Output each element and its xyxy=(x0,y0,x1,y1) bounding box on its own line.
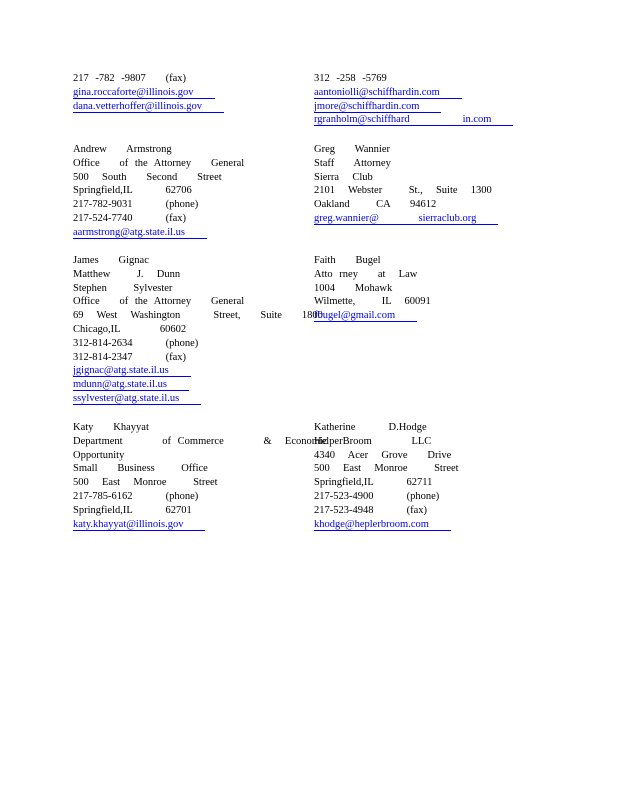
contact-block-2 xyxy=(73,143,308,240)
contact-line: 500 South Second Street xyxy=(73,171,222,183)
email-link[interactable]: jmore@schiffhardin.com xyxy=(314,100,549,114)
contact-line: Office of the Attorney General xyxy=(73,157,245,169)
contact-block-3 xyxy=(73,254,323,406)
contact-line: 1004 Mohawk xyxy=(314,282,393,294)
email-link[interactable]: fbugel@gmail.com xyxy=(314,309,549,323)
contact-line: Springfield,IL 62701 xyxy=(73,504,192,516)
contact-block-1 xyxy=(73,72,308,113)
contact-line: 217-523-4948 (fax) xyxy=(314,504,428,516)
contact-line: 4340 Acer Grove Drive xyxy=(314,449,452,461)
contact-line: 217-524-7740 (fax) xyxy=(73,212,187,224)
contact-name: Andrew Armstrong xyxy=(73,144,172,155)
email-link[interactable]: mdunn@atg.state.il.us xyxy=(73,378,308,392)
contact-line: 217-785-6162 (phone) xyxy=(73,490,199,502)
contact-name: Katy Khayyat xyxy=(73,422,149,433)
contact-block-8 xyxy=(314,421,549,531)
contact-line: Oakland CA 94612 xyxy=(314,199,437,211)
contact-name: James Gignac xyxy=(73,255,149,266)
contact-line: 500 East Monroe Street xyxy=(73,477,218,489)
email-link[interactable]: khodge@heplerbroom.com xyxy=(314,518,549,532)
contact-line: 312-814-2347 (fax) xyxy=(73,351,187,363)
contact-line: Atto rney at Law xyxy=(314,268,418,280)
contact-line: 312-814-2634 (phone) xyxy=(73,337,199,349)
contact-block-6 xyxy=(314,143,549,226)
contact-block-4 xyxy=(73,421,328,531)
email-link[interactable]: greg.wannier@ sierraclub.org xyxy=(314,212,549,226)
contact-line: Opportunity xyxy=(73,449,125,461)
contact-line: 217-782-9031 (phone) xyxy=(73,199,199,211)
email-link[interactable]: katy.khayyat@illinois.gov xyxy=(73,518,308,532)
contact-line: 500 East Monroe Street xyxy=(314,463,459,475)
contact-name: Greg Wannier xyxy=(314,144,390,155)
contact-line: 217-523-4900 (phone) xyxy=(314,490,440,502)
contact-line: Staff Attorney xyxy=(314,157,391,169)
email-link[interactable]: ssylvester@atg.state.il.us xyxy=(73,392,308,406)
email-link[interactable]: rgranholm@schiffhard in.com xyxy=(314,113,549,127)
contact-name: Matthew J. Dunn xyxy=(73,268,181,280)
contact-name: Katherine D.Hodge xyxy=(314,422,427,433)
email-link[interactable]: aarmstrong@atg.state.il.us xyxy=(73,226,308,240)
contact-block-5 xyxy=(314,72,549,127)
contact-line: 69 West Washington Street, Suite 1800 xyxy=(73,310,323,322)
contact-line: Sierra Club xyxy=(314,171,373,183)
contact-line: Small Business Office xyxy=(73,463,208,475)
contact-line: Springfield,IL 62711 xyxy=(314,477,433,489)
contact-line: 312 -258 -5769 xyxy=(314,73,387,84)
contact-name: Faith Bugel xyxy=(314,255,381,266)
contact-name: Stephen Sylvester xyxy=(73,282,173,294)
email-link[interactable]: jgignac@atg.state.il.us xyxy=(73,364,308,378)
contact-line: Wilmette, IL 60091 xyxy=(314,296,431,308)
contact-line: HelperBroom LLC xyxy=(314,435,432,447)
email-link[interactable]: aantoniolli@schiffhardin.com xyxy=(314,86,549,100)
contact-block-7 xyxy=(314,254,549,323)
email-link[interactable]: dana.vetterhoffer@illinois.gov xyxy=(73,100,308,114)
contact-line: Springfield,IL 62706 xyxy=(73,185,192,197)
contact-line: Chicago,IL 60602 xyxy=(73,323,187,335)
email-link[interactable]: gina.roccaforte@illinois.gov xyxy=(73,86,308,100)
contact-line: Office of the Attorney General xyxy=(73,296,245,308)
contact-line: 2101 Webster St., Suite 1300 xyxy=(314,185,492,197)
contact-line: Department of Commerce & Economic xyxy=(73,435,328,447)
contact-line: 217 -782 -9807 (fax) xyxy=(73,73,187,84)
